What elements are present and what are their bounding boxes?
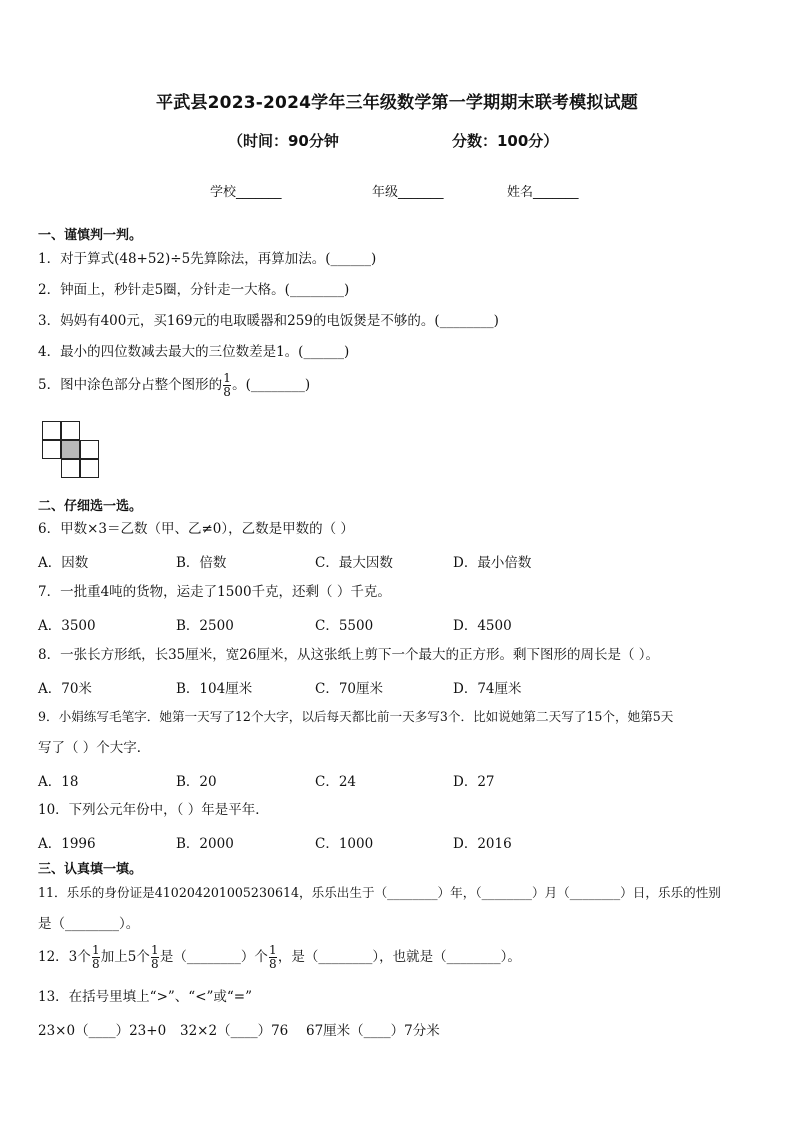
fraction-denominator: 8 — [151, 957, 159, 971]
option-a: A．18 — [38, 774, 79, 790]
grid-cell — [80, 459, 99, 478]
fraction-denominator: 8 — [91, 957, 100, 971]
option-c: C．70厘米 — [315, 681, 384, 697]
page-title: 平武县2023-2024学年三年级数学第一学期期末联考模拟试题 — [156, 93, 638, 113]
fraction-one-eighth — [151, 944, 159, 971]
grid-cell — [80, 440, 99, 459]
option-d: D．4500 — [453, 618, 512, 634]
option-c: C．1000 — [315, 836, 374, 852]
question-12-part-b: 加上5个 — [100, 949, 150, 965]
option-b: B．2000 — [176, 836, 234, 852]
question-7: 7．一批重4吨的货物，运走了1500千克，还剩（ ）千克。 — [38, 584, 391, 600]
section-heading-fill: 三、认真填一填。 — [38, 862, 143, 877]
question-12-part-c: 是（________）个 — [159, 949, 268, 965]
question-2: 2．钟面上，秒针走5圈，分针走一大格。(________) — [38, 282, 350, 298]
grid-cell — [42, 440, 61, 459]
compare-item: 32×2（____）76 — [180, 1023, 289, 1039]
question-13: 13．在括号里填上“>”、“<”或“=” — [38, 989, 253, 1005]
option-d: D．最小倍数 — [453, 555, 532, 571]
fraction-denominator: 8 — [269, 957, 277, 971]
option-c: C．最大因数 — [315, 555, 393, 571]
question-3: 3．妈妈有400元，买169元的电取暖器和259的电饭煲是不够的。(________) — [38, 313, 499, 329]
question-4: 4．最小的四位数减去最大的三位数差是1。(______) — [38, 344, 350, 360]
option-b: B．2500 — [176, 618, 234, 634]
grid-cell — [42, 421, 61, 440]
school-field: 学校_______ — [210, 185, 282, 200]
question-10: 10．下列公元年份中，（ ）年是平年． — [38, 802, 269, 818]
option-c: C．5500 — [315, 618, 374, 634]
grade-field: 年级_______ — [372, 185, 444, 200]
name-field: 姓名_______ — [507, 185, 579, 200]
fraction-numerator: 1 — [223, 371, 231, 385]
option-d: D．27 — [453, 774, 495, 790]
question-9: 9．小娟练写毛笔字．她第一天写了12个大字，以后每天都比前一天多写3个．比如说她第二天写了15个，她第5天 — [38, 709, 674, 724]
option-b: B．倍数 — [176, 555, 227, 571]
grid-cell — [61, 421, 80, 440]
option-d: D．2016 — [453, 836, 512, 852]
option-d: D．74厘米 — [453, 681, 522, 697]
fraction-numerator: 1 — [151, 943, 159, 957]
option-c: C．24 — [315, 774, 357, 790]
section-heading-judge: 一、谨慎判一判。 — [38, 228, 143, 243]
question-1: 1．对于算式(48+52)÷5先算除法，再算加法。(______) — [38, 251, 377, 267]
question-12-part-a: 12．3个 — [38, 949, 91, 965]
question-5-text: 5．图中涂色部分占整个图形的 — [38, 377, 223, 393]
question-11: 11．乐乐的身份证是410204201005230614，乐乐出生于（________）年，（________）月（________）日，乐乐的性别 — [38, 885, 721, 900]
option-a: A．3500 — [38, 618, 96, 634]
question-6: 6．甲数×3＝乙数（甲、乙≠0），乙数是甲数的（ ） — [38, 521, 354, 537]
question-5 — [38, 372, 310, 399]
option-b: B．20 — [176, 774, 217, 790]
question-11-cont: 是（________）。 — [38, 916, 140, 932]
exam-time: （时间：90分钟 — [228, 132, 339, 150]
fraction-one-eighth — [92, 944, 100, 971]
option-a: A．70米 — [38, 681, 92, 697]
option-a: A．因数 — [38, 555, 89, 571]
question-12-part-d: ，是（________），也就是（________）。 — [277, 949, 521, 965]
option-b: B．104厘米 — [176, 681, 253, 697]
fraction-denominator: 8 — [223, 385, 231, 399]
section-heading-choose: 二、仔细选一选。 — [38, 499, 143, 514]
question-12 — [38, 944, 521, 971]
fraction-numerator: 1 — [269, 943, 277, 957]
fraction-one-eighth — [269, 944, 277, 971]
question-9-cont: 写了（ ）个大字． — [38, 740, 151, 756]
fraction-one-eighth — [223, 372, 231, 399]
question-8: 8．一张长方形纸，长35厘米，宽26厘米，从这张纸上剪下一个最大的正方形。剩下图形的周长是（ ）。 — [38, 647, 659, 663]
grid-cell — [61, 459, 80, 478]
grid-cell-shaded — [61, 440, 80, 459]
question-5-answer: 。(________) — [232, 377, 311, 393]
fraction-numerator: 1 — [91, 943, 100, 957]
compare-item: 23×0（____）23+0 — [38, 1023, 167, 1039]
compare-item: 67厘米（____）7分米 — [306, 1023, 440, 1039]
option-a: A．1996 — [38, 836, 96, 852]
exam-score: 分数：100分） — [452, 132, 559, 150]
